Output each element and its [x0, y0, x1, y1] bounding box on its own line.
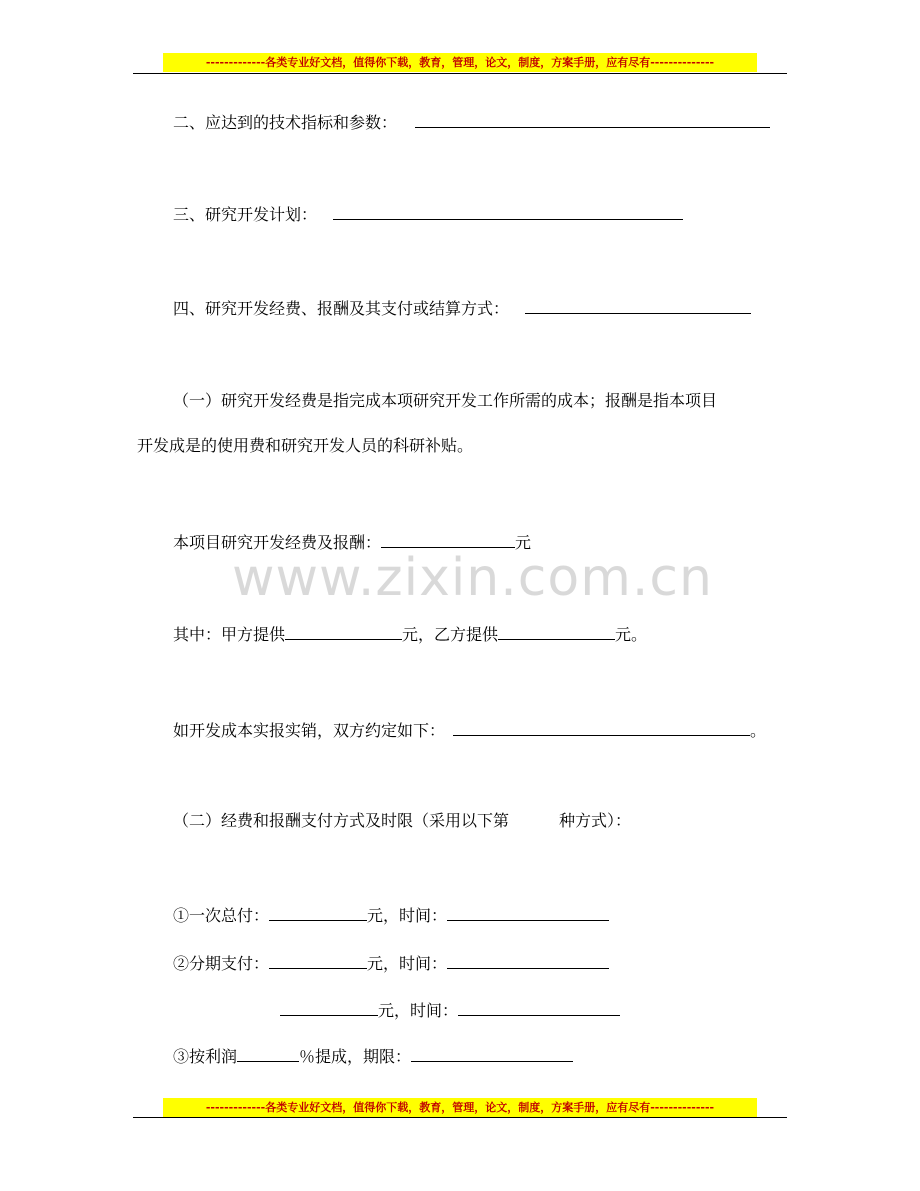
payment-option-3	[173, 1044, 573, 1068]
research-plan-blank	[333, 202, 683, 220]
total-funding-line	[173, 530, 531, 554]
payment-option-1	[173, 903, 609, 927]
payment-option-2	[173, 951, 609, 975]
installment-time-blank	[447, 951, 609, 969]
section-technical-indicators	[173, 110, 770, 134]
paragraph-1-line-1: （一）研究开发经费是指完成本项研究开发工作所需的成本；报酬是指本项目	[173, 391, 718, 410]
payment-option-2-second	[280, 998, 620, 1022]
lump-sum-amount-blank	[269, 903, 367, 921]
installment-2-amount-blank	[280, 998, 378, 1016]
installment-label: ②分期支付：	[173, 954, 270, 973]
header-rule	[133, 73, 787, 74]
section-4-label: 四、研究开发经费、报酬及其支付或结算方式：	[173, 299, 510, 318]
footer-rule	[133, 1117, 787, 1118]
installment-unit: 元，时间：	[367, 954, 448, 973]
profit-share-label: ③按利润	[173, 1047, 238, 1066]
party-a-amount-blank	[285, 622, 402, 640]
party-a-label: 其中：甲方提供	[173, 625, 286, 644]
lump-sum-unit: 元，时间：	[367, 906, 448, 925]
party-b-unit: 元。	[615, 625, 648, 644]
watermark: www.zixin.com.cn	[232, 548, 713, 608]
installment-2-unit: 元，时间：	[378, 1001, 459, 1020]
profit-percent-blank	[237, 1044, 299, 1062]
party-b-label: 元，乙方提供	[402, 625, 499, 644]
section-research-plan	[173, 202, 683, 226]
reimbursement-end: 。	[750, 721, 767, 740]
paragraph-1-line-2: 开发成是的使用费和研究开发人员的科研补贴。	[137, 436, 474, 455]
technical-indicators-blank	[415, 110, 770, 128]
section-funding	[173, 296, 751, 320]
reimbursement-blank	[453, 718, 750, 736]
header-banner: -------------各类专业好文档，值得你下载，教育，管理，论文，制度，方案手册，应有尽有--------------	[163, 53, 757, 72]
payment-method-line	[173, 810, 631, 832]
payment-method-part-2: 种方式）：	[559, 811, 632, 830]
reimbursement-line	[173, 718, 766, 742]
lump-sum-label: ①一次总付：	[173, 906, 270, 925]
funding-method-blank	[525, 296, 751, 314]
section-3-label: 三、研究开发计划：	[173, 205, 318, 224]
payment-method-part-1: （二）经费和报酬支付方式及时限（采用以下第	[173, 811, 510, 830]
installment-amount-blank	[269, 951, 367, 969]
profit-share-mid: ％提成，期限：	[299, 1047, 412, 1066]
installment-2-time-blank	[458, 998, 620, 1016]
party-b-amount-blank	[498, 622, 615, 640]
profit-term-blank	[411, 1044, 573, 1062]
lump-sum-time-blank	[447, 903, 609, 921]
total-funding-blank	[381, 530, 515, 548]
total-funding-unit: 元	[515, 533, 532, 552]
section-2-label: 二、应达到的技术指标和参数：	[173, 113, 398, 132]
reimbursement-label: 如开发成本实报实销，双方约定如下：	[173, 721, 446, 740]
total-funding-label: 本项目研究开发经费及报酬：	[173, 533, 382, 552]
footer-banner: -------------各类专业好文档，值得你下载，教育，管理，论文，制度，方案手册，应有尽有--------------	[163, 1098, 757, 1117]
funding-split-line	[173, 622, 647, 646]
